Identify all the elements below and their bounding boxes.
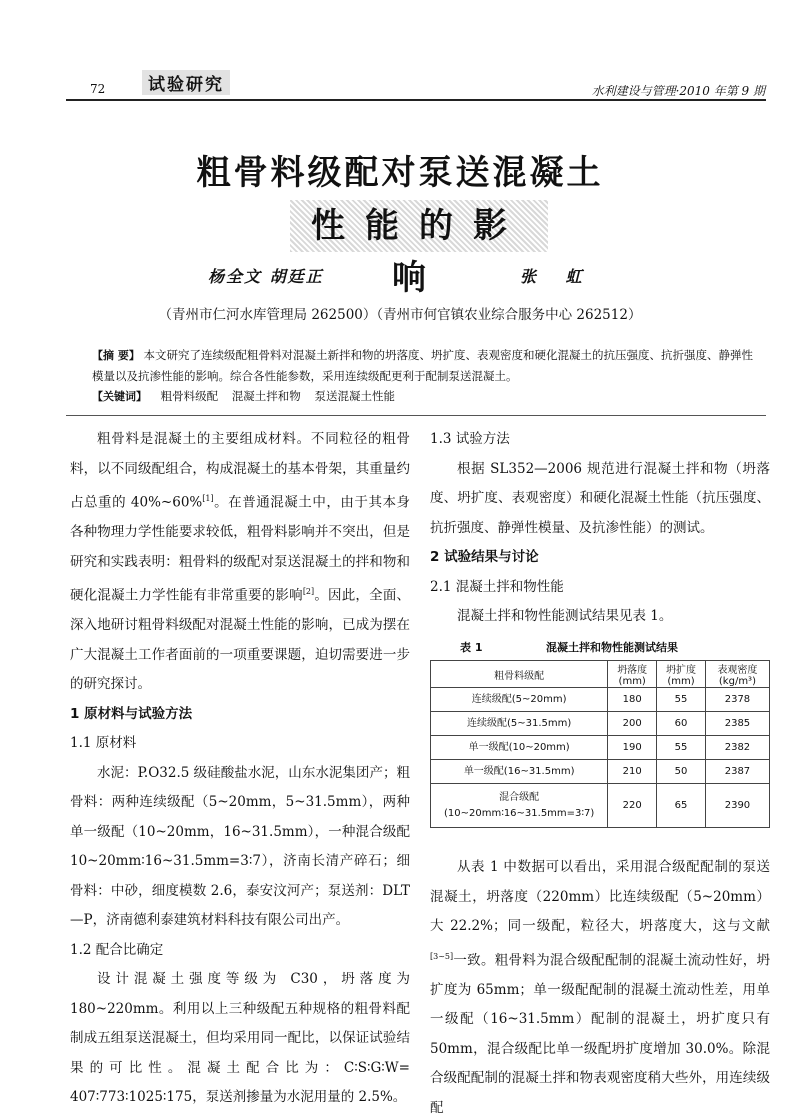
affiliations: （青州市仁河水库管理局 262500）（青州市何官镇农业综合服务中心 262512） <box>158 307 642 323</box>
results-text-2: 一致。粗骨料为混合级配配制的混凝土流动性好，坍扩度为 65mm；单一级配配制的混凝土流动性差，用单一级配（16~31.5mm）配制的混凝土，坍扩度只有 50mm，混合级配比单一级配坍扩度增加 30.0%。除混合级配配制的混凝土拌和物表观密度稍大些外，用连续级配 <box>430 952 770 1116</box>
table-row <box>431 688 770 712</box>
section-1-2-heading: 1.2 配合比确定 <box>70 941 164 958</box>
intro-text-1: 粗骨料是混凝土的主要组成材料。不同粒径的粗骨料，以不同级配组合，构成混凝土的基本骨架，其重量约占总重的 40%~60% <box>70 431 410 511</box>
table-row <box>431 784 770 828</box>
method-paragraph: 根据 SL352—2006 规范进行混凝土拌和物（坍落度、坍扩度、表观密度）和硬化混凝土性能（抗压强度、抗折强度、静弹性模量、及抗渗性能）的测试。 <box>430 460 770 536</box>
table-header: 粗骨料级配 <box>431 661 608 688</box>
table-title: 混凝土拌和物性能测试结果 <box>546 641 678 654</box>
section-1-3-heading: 1.3 试验方法 <box>430 431 510 447</box>
table-cell: 55 <box>657 688 706 712</box>
table-cell: 180 <box>608 688 657 712</box>
intro-paragraph <box>70 425 410 700</box>
results-paragraph <box>430 853 770 1118</box>
left-column <box>70 425 410 1113</box>
right-column <box>430 425 770 632</box>
table-cell: 2385 <box>705 712 769 736</box>
table-cell: 50 <box>657 760 706 784</box>
table-cell: 60 <box>657 712 706 736</box>
keywords <box>92 388 762 404</box>
keywords-label: 【关键词】 <box>92 390 147 403</box>
citation: [1] <box>202 494 214 503</box>
table-cell: 200 <box>608 712 657 736</box>
citation: [3~5] <box>430 951 454 961</box>
intro-text-3: 。因此，全面、深入地研讨粗骨料级配对混凝土性能的影响，已成为摆在广大混凝土工作者面前的一项重要课题，迫切需要进一步的研究探讨。 <box>70 587 411 692</box>
header-divider <box>66 99 766 101</box>
right-column-results <box>430 853 770 1118</box>
table-cell: 混合级配(10~20mm∶16~31.5mm=3∶7) <box>431 784 608 828</box>
table-cell: 连续级配(5~20mm) <box>431 688 608 712</box>
authors-left: 杨全文 胡廷正 <box>208 267 324 286</box>
page-number: 72 <box>90 82 106 96</box>
table-header: 坍落度(mm) <box>608 661 657 688</box>
journal-info: 水利建设与管理·2010 年第 9 期 <box>591 84 765 98</box>
intro-text-2: 。在普通混凝土中，由于其本身各种物理力学性能要求较低，粗骨料影响并不突出，但是研究和实践表明：粗骨料的级配对泵送混凝土的拌和物和硬化混凝土力学性能有非常重要的影响 <box>70 494 411 604</box>
table-cell: 220 <box>608 784 657 828</box>
mix-paragraph: 设计混凝土强度等级为 C30，坍落度为 180~220mm。利用以上三种级配五种规格的粗骨料配制成五组泵送混凝土，但均采用同一配比，以保证试验结果的可比性。混凝土配合比为：C∶S∶G∶W= 407∶773∶1025∶175，泵送剂掺量为水泥用量的 2.5%。 <box>70 971 410 1105</box>
table-row <box>431 736 770 760</box>
table-cell: 连续级配(5~31.5mm) <box>431 712 608 736</box>
table-header-row <box>431 661 770 688</box>
keyword: 粗骨料级配 <box>160 389 219 403</box>
table-cell: 单一级配(10~20mm) <box>431 736 608 760</box>
materials-paragraph: 水泥：P.O32.5 级硅酸盐水泥，山东水泥集团产；粗骨料：两种连续级配（5~20mm，5~31.5mm），两种单一级配（10~20mm，16~31.5mm），一种混合级配 10~20mm∶16~31.5mm=3∶7），济南长清产碎石；细骨料：中砂，细度模数 2.6，泰安汶河产；泵送剂：DLT—P，济南德利泰建筑材料科技有限公司出产。 <box>70 764 410 928</box>
table-cell: 210 <box>608 760 657 784</box>
table-1 <box>430 637 770 828</box>
table-row <box>431 760 770 784</box>
table-cell: 2378 <box>705 688 769 712</box>
table-header: 表观密度(kg/m³) <box>705 661 769 688</box>
section-2-1-heading: 2.1 混凝土拌和物性能 <box>430 578 564 595</box>
abstract-text: 本文研究了连续级配粗骨料对混凝土新拌和物的坍落度、坍扩度、表观密度和硬化混凝土的抗压强度、抗折强度、静弹性模量以及抗渗性能的影响。综合各性能参数，采用连续级配更利于配制泵送混凝土。 <box>92 348 753 383</box>
citation: [2] <box>302 587 315 596</box>
section-tag: 试验研究 <box>142 70 230 95</box>
results-text-1: 从表 1 中数据可以看出，采用混合级配配制的泵送混凝土，坍落度（220mm）比连续级配（5~20mm）大 22.2%；同一级配，粒径大，坍落度大，这与文献 <box>430 859 770 934</box>
abstract-divider <box>66 415 766 416</box>
section-1-1-heading: 1.1 原材料 <box>70 735 137 751</box>
abstract <box>92 345 762 387</box>
table-cell: 2390 <box>705 784 769 828</box>
table-cell: 190 <box>608 736 657 760</box>
article-title-line1: 粗骨料级配对泵送混凝土 <box>196 153 604 193</box>
table-row <box>431 712 770 736</box>
table-reference: 混凝土拌和物性能测试结果见表 1。 <box>457 608 673 624</box>
results-table <box>430 660 770 828</box>
table-cell: 2382 <box>705 736 769 760</box>
section-2-heading: 2 试验结果与讨论 <box>430 549 539 565</box>
table-cell: 55 <box>657 736 706 760</box>
table-header: 坍扩度(mm) <box>657 661 706 688</box>
table-caption <box>430 637 770 657</box>
keyword: 混凝土拌和物 <box>231 389 301 403</box>
table-cell: 2387 <box>705 760 769 784</box>
table-cell: 单一级配(16~31.5mm) <box>431 760 608 784</box>
page-header <box>60 70 765 100</box>
keyword: 泵送混凝土性能 <box>314 389 395 403</box>
table-number: 表 1 <box>460 641 483 654</box>
article-title-line2: 性能的影响 <box>290 200 548 252</box>
abstract-label: 【摘 要】 <box>92 349 140 362</box>
section-1-heading: 1 原材料与试验方法 <box>70 705 193 722</box>
table-cell: 65 <box>657 784 706 828</box>
authors-right: 张 虹 <box>520 267 594 286</box>
